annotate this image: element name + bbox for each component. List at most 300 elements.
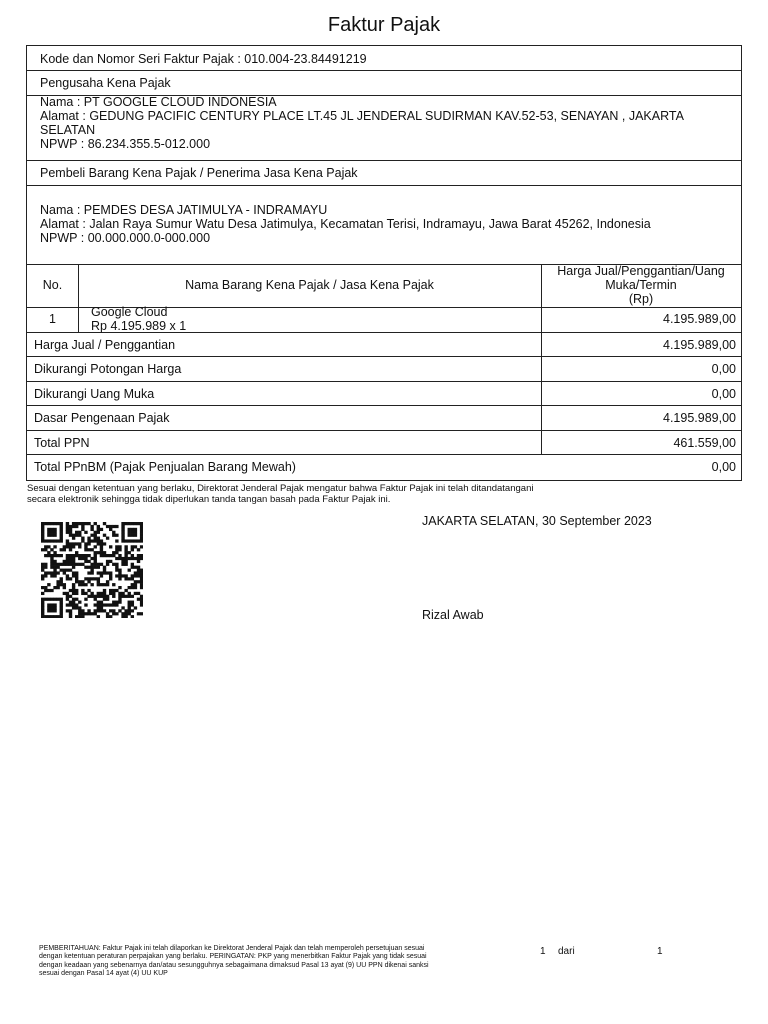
qr-module bbox=[97, 606, 100, 609]
qr-module bbox=[50, 548, 53, 551]
qr-module bbox=[63, 571, 66, 574]
qr-module bbox=[131, 531, 134, 534]
qr-module bbox=[47, 554, 50, 557]
qr-module bbox=[56, 598, 59, 601]
qr-module bbox=[109, 574, 112, 577]
qr-module bbox=[75, 542, 78, 545]
qr-module bbox=[47, 531, 50, 534]
qr-module bbox=[87, 542, 90, 545]
qr-module bbox=[100, 601, 103, 604]
qr-module bbox=[63, 586, 66, 589]
qr-module bbox=[137, 598, 140, 601]
qr-module bbox=[44, 574, 47, 577]
qr-module bbox=[81, 522, 84, 525]
qr-module bbox=[124, 557, 127, 560]
qr-module bbox=[109, 592, 112, 595]
qr-module bbox=[90, 577, 93, 580]
qr-module bbox=[128, 592, 131, 595]
qr-module bbox=[106, 598, 109, 601]
qr-module bbox=[109, 609, 112, 612]
qr-module bbox=[69, 595, 72, 598]
qr-module bbox=[90, 528, 93, 531]
qr-module bbox=[140, 537, 143, 540]
qr-module bbox=[72, 606, 75, 609]
qr-module bbox=[128, 569, 131, 572]
qr-module bbox=[134, 566, 137, 569]
qr-module bbox=[94, 609, 97, 612]
qr-module bbox=[87, 571, 90, 574]
qr-module bbox=[50, 554, 53, 557]
qr-module bbox=[112, 612, 115, 615]
qr-module bbox=[69, 601, 72, 604]
qr-module bbox=[103, 603, 106, 606]
qr-module bbox=[140, 598, 143, 601]
qr-module bbox=[78, 534, 81, 537]
qr-module bbox=[72, 534, 75, 537]
qr-module bbox=[44, 586, 47, 589]
qr-module bbox=[106, 554, 109, 557]
qr-module bbox=[106, 525, 109, 528]
qr-module bbox=[97, 583, 100, 586]
page-number-total: 1 bbox=[657, 946, 663, 957]
qr-module bbox=[87, 537, 90, 540]
divider bbox=[27, 454, 741, 455]
summary-label: Harga Jual / Penggantian bbox=[34, 338, 176, 352]
qr-module bbox=[109, 528, 112, 531]
qr-module bbox=[60, 539, 63, 542]
qr-module bbox=[81, 580, 84, 583]
qr-module bbox=[44, 566, 47, 569]
qr-module bbox=[75, 592, 78, 595]
qr-module bbox=[66, 525, 69, 528]
qr-module bbox=[53, 560, 56, 563]
summary-value: 4.195.989,00 bbox=[663, 338, 736, 352]
qr-module bbox=[41, 563, 44, 566]
qr-module bbox=[53, 615, 56, 618]
qr-module bbox=[60, 522, 63, 525]
qr-module bbox=[118, 545, 121, 548]
qr-module bbox=[41, 525, 44, 528]
qr-module bbox=[137, 571, 140, 574]
qr-module bbox=[109, 577, 112, 580]
qr-module bbox=[106, 580, 109, 583]
qr-module bbox=[134, 574, 137, 577]
qr-module bbox=[90, 583, 93, 586]
summary-value: 461.559,00 bbox=[673, 436, 736, 450]
qr-module bbox=[50, 522, 53, 525]
e-signature-note: Sesuai dengan ketentuan yang berlaku, Direktorat Jenderal Pajak mengatur bahwa Faktur Pajak ini telah ditandatangani bbox=[27, 483, 534, 494]
qr-module bbox=[72, 566, 75, 569]
qr-module bbox=[87, 566, 90, 569]
qr-module bbox=[78, 554, 81, 557]
qr-module bbox=[121, 563, 124, 566]
qr-module bbox=[72, 542, 75, 545]
qr-module bbox=[78, 612, 81, 615]
qr-module bbox=[66, 554, 69, 557]
qr-module bbox=[81, 554, 84, 557]
qr-module bbox=[87, 577, 90, 580]
qr-module bbox=[115, 612, 118, 615]
qr-module bbox=[118, 577, 121, 580]
page-number-current: 1 bbox=[540, 946, 546, 957]
qr-module bbox=[50, 589, 53, 592]
qr-module bbox=[131, 615, 134, 618]
qr-module bbox=[81, 537, 84, 540]
qr-module bbox=[72, 545, 75, 548]
qr-module bbox=[81, 557, 84, 560]
qr-module bbox=[60, 612, 63, 615]
qr-module bbox=[78, 609, 81, 612]
qr-module bbox=[50, 606, 53, 609]
qr-module bbox=[94, 603, 97, 606]
buyer-address: Alamat : Jalan Raya Sumur Watu Desa Jatimulya, Kecamatan Terisi, Indramayu, Jawa Barat 45262, Indonesia bbox=[40, 217, 651, 231]
qr-module bbox=[137, 560, 140, 563]
qr-module bbox=[84, 557, 87, 560]
qr-module bbox=[66, 563, 69, 566]
qr-module bbox=[109, 545, 112, 548]
qr-module bbox=[140, 545, 143, 548]
qr-module bbox=[47, 571, 50, 574]
qr-module bbox=[121, 528, 124, 531]
qr-module bbox=[84, 545, 87, 548]
qr-module bbox=[72, 522, 75, 525]
qr-module bbox=[124, 539, 127, 542]
qr-module bbox=[140, 580, 143, 583]
place-date: JAKARTA SELATAN, 30 September 2023 bbox=[422, 514, 652, 528]
qr-module bbox=[53, 566, 56, 569]
qr-module bbox=[140, 569, 143, 572]
qr-module bbox=[81, 539, 84, 542]
qr-module bbox=[53, 603, 56, 606]
qr-module bbox=[124, 522, 127, 525]
qr-module bbox=[44, 522, 47, 525]
qr-module bbox=[128, 601, 131, 604]
qr-module bbox=[109, 603, 112, 606]
qr-module bbox=[118, 569, 121, 572]
qr-module bbox=[112, 603, 115, 606]
qr-module bbox=[103, 609, 106, 612]
page-title: Faktur Pajak bbox=[327, 14, 441, 36]
summary-label: Total PPnBM (Pajak Penjualan Barang Mewah) bbox=[34, 460, 296, 474]
qr-module bbox=[60, 531, 63, 534]
qr-module bbox=[140, 539, 143, 542]
qr-module bbox=[41, 528, 44, 531]
qr-module bbox=[100, 548, 103, 551]
qr-module bbox=[115, 534, 118, 537]
qr-module bbox=[56, 615, 59, 618]
qr-module bbox=[137, 569, 140, 572]
qr-module bbox=[90, 595, 93, 598]
qr-module bbox=[140, 612, 143, 615]
qr-module bbox=[69, 545, 72, 548]
qr-module bbox=[128, 603, 131, 606]
qr-module bbox=[109, 560, 112, 563]
qr-module bbox=[94, 557, 97, 560]
qr-module bbox=[115, 557, 118, 560]
qr-module bbox=[44, 548, 47, 551]
qr-module bbox=[100, 528, 103, 531]
qr-module bbox=[72, 525, 75, 528]
qr-module bbox=[115, 566, 118, 569]
qr-module bbox=[131, 603, 134, 606]
qr-module bbox=[97, 601, 100, 604]
qr-module bbox=[121, 615, 124, 618]
footer-notice: PEMBERITAHUAN: Faktur Pajak ini telah dilaporkan ke Direktorat Jenderal Pajak dan telah memperoleh persetujuan sesuai bbox=[39, 945, 425, 952]
qr-module bbox=[66, 528, 69, 531]
qr-module bbox=[72, 537, 75, 540]
qr-module bbox=[115, 601, 118, 604]
qr-module bbox=[124, 574, 127, 577]
qr-module bbox=[94, 612, 97, 615]
qr-module bbox=[50, 566, 53, 569]
qr-module bbox=[134, 592, 137, 595]
qr-module bbox=[103, 589, 106, 592]
qr-module bbox=[137, 592, 140, 595]
qr-module bbox=[66, 560, 69, 563]
qr-module bbox=[112, 589, 115, 592]
qr-module bbox=[60, 577, 63, 580]
qr-module bbox=[41, 606, 44, 609]
qr-module bbox=[87, 548, 90, 551]
qr-module bbox=[47, 551, 50, 554]
qr-module bbox=[72, 583, 75, 586]
qr-module bbox=[78, 580, 81, 583]
qr-module bbox=[41, 609, 44, 612]
qr-module bbox=[78, 522, 81, 525]
qr-module bbox=[115, 563, 118, 566]
qr-module bbox=[47, 528, 50, 531]
qr-module bbox=[75, 606, 78, 609]
qr-module bbox=[50, 563, 53, 566]
qr-module bbox=[66, 609, 69, 612]
qr-module bbox=[44, 545, 47, 548]
qr-module bbox=[121, 560, 124, 563]
qr-module bbox=[72, 589, 75, 592]
qr-module bbox=[106, 583, 109, 586]
qr-module bbox=[134, 545, 137, 548]
qr-module bbox=[69, 554, 72, 557]
qr-module bbox=[56, 580, 59, 583]
qr-module bbox=[50, 603, 53, 606]
qr-module bbox=[81, 583, 84, 586]
qr-module bbox=[81, 592, 84, 595]
qr-module bbox=[87, 554, 90, 557]
qr-module bbox=[124, 560, 127, 563]
qr-module bbox=[94, 534, 97, 537]
qr-module bbox=[112, 595, 115, 598]
qr-module bbox=[103, 598, 106, 601]
qr-module bbox=[75, 615, 78, 618]
qr-module bbox=[47, 609, 50, 612]
qr-module bbox=[66, 522, 69, 525]
qr-module bbox=[124, 612, 127, 615]
qr-module bbox=[41, 592, 44, 595]
qr-module bbox=[140, 571, 143, 574]
qr-module bbox=[53, 569, 56, 572]
qr-module bbox=[78, 563, 81, 566]
qr-module bbox=[115, 589, 118, 592]
qr-module bbox=[131, 586, 134, 589]
column-divider bbox=[78, 264, 79, 332]
qr-module bbox=[87, 522, 90, 525]
qr-module bbox=[69, 560, 72, 563]
qr-module bbox=[97, 525, 100, 528]
qr-module bbox=[134, 531, 137, 534]
qr-module bbox=[124, 545, 127, 548]
qr-module bbox=[97, 528, 100, 531]
qr-module bbox=[134, 586, 137, 589]
qr-module bbox=[75, 563, 78, 566]
qr-module bbox=[47, 583, 50, 586]
qr-module bbox=[106, 595, 109, 598]
qr-module bbox=[41, 574, 44, 577]
qr-module bbox=[112, 531, 115, 534]
qr-module bbox=[60, 569, 63, 572]
qr-module bbox=[140, 534, 143, 537]
seller-npwp: NPWP : 86.234.355.5-012.000 bbox=[40, 137, 211, 151]
qr-module bbox=[53, 563, 56, 566]
qr-module bbox=[84, 554, 87, 557]
divider bbox=[27, 405, 741, 406]
seller-address: Alamat : GEDUNG PACIFIC CENTURY PLACE LT.45 JL JENDERAL SUDIRMAN KAV.52-53, SENAYAN , JAKARTA bbox=[40, 109, 684, 123]
qr-module bbox=[56, 522, 59, 525]
qr-module bbox=[97, 539, 100, 542]
qr-module bbox=[103, 569, 106, 572]
qr-module bbox=[47, 545, 50, 548]
qr-module bbox=[66, 603, 69, 606]
qr-module bbox=[90, 566, 93, 569]
qr-module bbox=[78, 606, 81, 609]
buyer-npwp: NPWP : 00.000.000.0-000.000 bbox=[40, 231, 211, 245]
qr-module bbox=[100, 551, 103, 554]
qr-module bbox=[140, 586, 143, 589]
qr-module bbox=[118, 554, 121, 557]
qr-module bbox=[66, 569, 69, 572]
qr-module bbox=[69, 528, 72, 531]
qr-module bbox=[124, 554, 127, 557]
qr-module bbox=[75, 531, 78, 534]
qr-module bbox=[97, 531, 100, 534]
qr-module bbox=[41, 531, 44, 534]
column-header-price-unit: (Rp) bbox=[628, 292, 654, 306]
qr-module bbox=[115, 539, 118, 542]
qr-module bbox=[47, 522, 50, 525]
qr-module bbox=[53, 522, 56, 525]
qr-module bbox=[112, 534, 115, 537]
qr-module bbox=[112, 583, 115, 586]
qr-module bbox=[69, 603, 72, 606]
qr-module bbox=[72, 592, 75, 595]
qr-module bbox=[69, 577, 72, 580]
qr-module bbox=[41, 586, 44, 589]
qr-module bbox=[140, 531, 143, 534]
qr-module bbox=[106, 560, 109, 563]
qr-module bbox=[72, 601, 75, 604]
qr-module bbox=[140, 595, 143, 598]
qr-module bbox=[81, 609, 84, 612]
qr-module bbox=[100, 592, 103, 595]
qr-module bbox=[131, 574, 134, 577]
qr-module bbox=[84, 566, 87, 569]
qr-module bbox=[134, 583, 137, 586]
divider bbox=[27, 356, 741, 357]
qr-module bbox=[90, 548, 93, 551]
qr-module bbox=[128, 534, 131, 537]
qr-module bbox=[41, 566, 44, 569]
qr-module bbox=[75, 598, 78, 601]
qr-module bbox=[78, 545, 81, 548]
qr-module bbox=[41, 569, 44, 572]
qr-module bbox=[109, 525, 112, 528]
qr-module bbox=[66, 577, 69, 580]
qr-module bbox=[56, 583, 59, 586]
qr-module bbox=[66, 574, 69, 577]
qr-module bbox=[44, 554, 47, 557]
qr-module bbox=[60, 537, 63, 540]
qr-module bbox=[94, 566, 97, 569]
footer-notice-line4: sesuai dengan Pasal 14 ayat (4) UU KUP bbox=[39, 970, 168, 977]
qr-module bbox=[81, 589, 84, 592]
qr-module bbox=[44, 615, 47, 618]
qr-module bbox=[90, 525, 93, 528]
qr-module bbox=[100, 603, 103, 606]
divider bbox=[27, 430, 741, 431]
qr-module bbox=[128, 528, 131, 531]
qr-module bbox=[94, 545, 97, 548]
qr-module bbox=[69, 612, 72, 615]
qr-module bbox=[56, 563, 59, 566]
qr-module bbox=[140, 583, 143, 586]
qr-module bbox=[50, 574, 53, 577]
qr-module bbox=[50, 598, 53, 601]
qr-module bbox=[124, 615, 127, 618]
column-header-price: Harga Jual/Penggantian/Uang bbox=[557, 264, 725, 278]
qr-module bbox=[78, 557, 81, 560]
qr-module bbox=[41, 603, 44, 606]
qr-module bbox=[81, 525, 84, 528]
qr-module bbox=[134, 539, 137, 542]
qr-module bbox=[60, 580, 63, 583]
qr-module bbox=[53, 531, 56, 534]
qr-module bbox=[118, 609, 121, 612]
item-amount: 4.195.989,00 bbox=[663, 312, 736, 326]
qr-module bbox=[87, 589, 90, 592]
qr-module bbox=[134, 528, 137, 531]
qr-module bbox=[128, 609, 131, 612]
qr-module bbox=[47, 589, 50, 592]
qr-module bbox=[134, 557, 137, 560]
qr-module bbox=[140, 557, 143, 560]
qr-code-icon bbox=[41, 522, 143, 618]
qr-module bbox=[140, 554, 143, 557]
qr-module bbox=[66, 531, 69, 534]
qr-module bbox=[60, 563, 63, 566]
qr-module bbox=[134, 534, 137, 537]
item-detail: Rp 4.195.989 x 1 bbox=[91, 319, 187, 333]
summary-value: 0,00 bbox=[711, 460, 736, 474]
qr-module bbox=[75, 551, 78, 554]
qr-module bbox=[69, 548, 72, 551]
qr-module bbox=[118, 548, 121, 551]
qr-module bbox=[121, 595, 124, 598]
qr-module bbox=[60, 609, 63, 612]
column-divider bbox=[541, 307, 542, 454]
qr-module bbox=[69, 534, 72, 537]
column-header-item: Nama Barang Kena Pajak / Jasa Kena Pajak bbox=[185, 278, 434, 292]
qr-module bbox=[90, 612, 93, 615]
divider bbox=[27, 70, 741, 71]
qr-module bbox=[56, 566, 59, 569]
